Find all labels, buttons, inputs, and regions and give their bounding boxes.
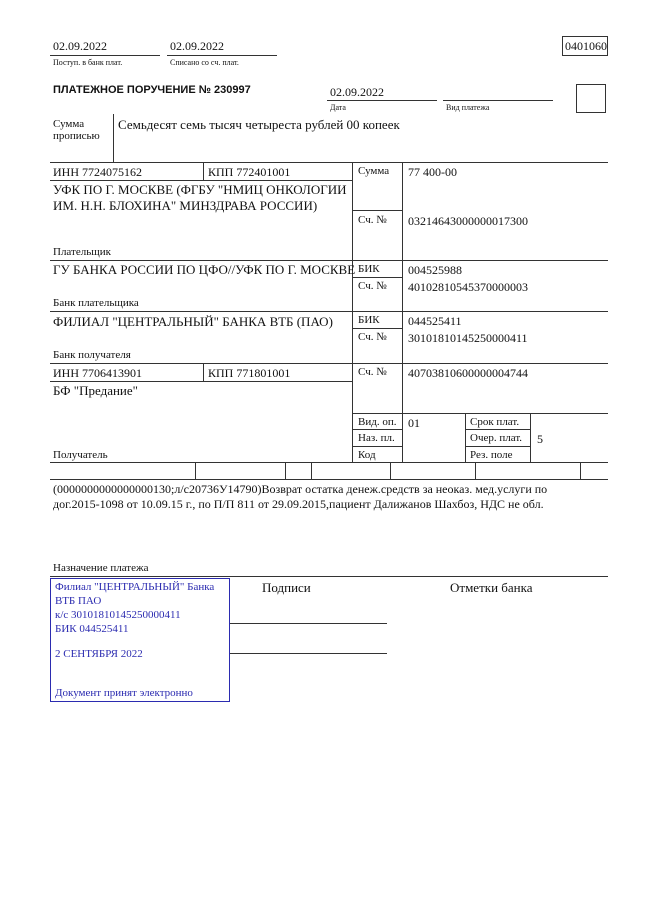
payee-account-value: 40703810600000004744 — [408, 366, 528, 380]
payer-kpp: КПП 772401001 — [208, 165, 291, 179]
grid-line — [195, 462, 196, 479]
payer-name-line-2: ИМ. Н.Н. БЛОХИНА" МИНЗДРАВА РОССИИ) — [53, 198, 318, 213]
payer-bank-account-value: 40102810545370000003 — [408, 280, 528, 294]
signatures-label: Подписи — [262, 580, 311, 595]
stamp-date: 2 СЕНТЯБРЯ 2022 — [55, 648, 143, 660]
order-date-label: Дата — [330, 103, 346, 112]
grid-line — [402, 162, 403, 462]
amount-words-divider — [113, 114, 114, 162]
grid-line — [50, 162, 608, 163]
payee-bank-name: ФИЛИАЛ "ЦЕНТРАЛЬНЫЙ" БАНКА ВТБ (ПАО) — [53, 314, 333, 329]
payee-account-label: Сч. № — [358, 366, 387, 378]
grid-line — [50, 180, 352, 181]
vid-op-label: Вид. оп. — [358, 416, 397, 428]
purpose-line-2: дог.2015-1098 от 10.09.15 г., по П/П 811 от 29.09.2015,пациент Далижанов Шахбоз, НДС не обл. — [53, 497, 544, 511]
payer-bank-label: Банк плательщика — [53, 297, 139, 309]
grid-line — [285, 462, 286, 479]
stamp-line-4: БИК 044525411 — [55, 623, 129, 635]
vid-op-value: 01 — [408, 416, 420, 430]
grid-line — [390, 462, 391, 479]
grid-line — [465, 413, 466, 462]
date-received-label: Поступ. в банк плат. — [53, 58, 123, 67]
grid-line — [50, 363, 608, 364]
grid-line — [50, 479, 608, 480]
stamp-note: Документ принят электронно — [55, 687, 193, 699]
payer-inn: ИНН 7724075162 — [53, 165, 142, 179]
date-debited-label: Списано со сч. плат. — [170, 58, 239, 67]
grid-line — [50, 311, 608, 312]
payer-name-line-1: УФК ПО Г. МОСКВЕ (ФГБУ "НМИЦ ОНКОЛОГИИ — [53, 182, 347, 197]
grid-line — [352, 162, 353, 462]
payer-bank-name: ГУ БАНКА РОССИИ ПО ЦФО//УФК ПО Г. МОСКВЕ — [53, 262, 356, 277]
grid-line — [203, 162, 204, 180]
payer-account-value: 03214643000000017300 — [408, 214, 528, 228]
purpose-line-1: (0000000000000000130;л/с20736У14790)Возврат остатка денеж.средств за неоказ. мед.услуги по — [53, 482, 548, 496]
grid-line — [352, 413, 608, 414]
payer-bank-bik-value: 004525988 — [408, 263, 462, 277]
payee-name: БФ "Предание" — [53, 383, 138, 398]
payee-bank-label: Банк получателя — [53, 349, 131, 361]
signature-line-2 — [230, 653, 387, 654]
grid-line — [530, 413, 531, 462]
payer-account-label: Сч. № — [358, 214, 387, 226]
payer-sum-value: 77 400-00 — [408, 165, 457, 179]
date-received-line — [50, 55, 160, 56]
order-date: 02.09.2022 — [330, 85, 384, 99]
grid-line — [465, 429, 530, 430]
payer-label: Плательщик — [53, 246, 111, 258]
date-debited-line — [167, 55, 277, 56]
grid-line — [203, 363, 204, 381]
grid-line — [50, 462, 608, 463]
date-received: 02.09.2022 — [53, 39, 107, 53]
payment-type-label: Вид платежа — [446, 103, 490, 112]
stamp-line-3: к/с 30101810145250000411 — [55, 609, 181, 621]
grid-line — [50, 260, 608, 261]
date-debited: 02.09.2022 — [170, 39, 224, 53]
grid-line — [352, 210, 402, 211]
payment-type-box — [576, 84, 606, 113]
grid-line — [352, 277, 402, 278]
bank-marks-label: Отметки банка — [450, 580, 533, 595]
ocher-label: Очер. плат. — [470, 432, 523, 444]
grid-line — [352, 429, 402, 430]
amount-words-text: Семьдесят семь тысяч четыреста рублей 00 копеек — [118, 117, 400, 132]
kod-label: Код — [358, 449, 376, 461]
payee-bank-account-label: Сч. № — [358, 331, 387, 343]
payee-label: Получатель — [53, 449, 108, 461]
grid-line — [311, 462, 312, 479]
grid-line — [50, 381, 352, 382]
naz-pl-label: Наз. пл. — [358, 432, 395, 444]
purpose-line — [50, 576, 608, 577]
form-code-box — [562, 36, 608, 56]
ocher-value: 5 — [537, 432, 543, 446]
payee-inn: ИНН 7706413901 — [53, 366, 142, 380]
payee-bank-account-value: 30101810145250000411 — [408, 331, 528, 345]
grid-line — [465, 446, 530, 447]
order-date-line — [327, 100, 437, 101]
stamp-line-2: ВТБ ПАО — [55, 595, 102, 607]
grid-line — [352, 328, 402, 329]
bank-stamp — [50, 578, 230, 702]
payment-type-line — [443, 100, 553, 101]
purpose-label: Назначение платежа — [53, 562, 149, 574]
order-title: ПЛАТЕЖНОЕ ПОРУЧЕНИЕ № 230997 — [53, 84, 251, 96]
payee-bank-bik-label: БИК — [358, 314, 380, 326]
signature-line-1 — [230, 623, 387, 624]
stamp-line-1: Филиал "ЦЕНТРАЛЬНЫЙ" Банка — [55, 581, 215, 593]
amount-words-label-2: прописью — [53, 130, 100, 142]
payee-kpp: КПП 771801001 — [208, 366, 291, 380]
rez-label: Рез. поле — [470, 449, 513, 461]
payer-bank-account-label: Сч. № — [358, 280, 387, 292]
grid-line — [352, 446, 402, 447]
payer-sum-label: Сумма — [358, 165, 390, 177]
grid-line — [475, 462, 476, 479]
grid-line — [580, 462, 581, 479]
srok-label: Срок плат. — [470, 416, 520, 428]
payer-bank-bik-label: БИК — [358, 263, 380, 275]
payee-bank-bik-value: 044525411 — [408, 314, 462, 328]
form-code: 0401060 — [565, 39, 607, 53]
amount-words-label-1: Сумма — [53, 118, 85, 130]
